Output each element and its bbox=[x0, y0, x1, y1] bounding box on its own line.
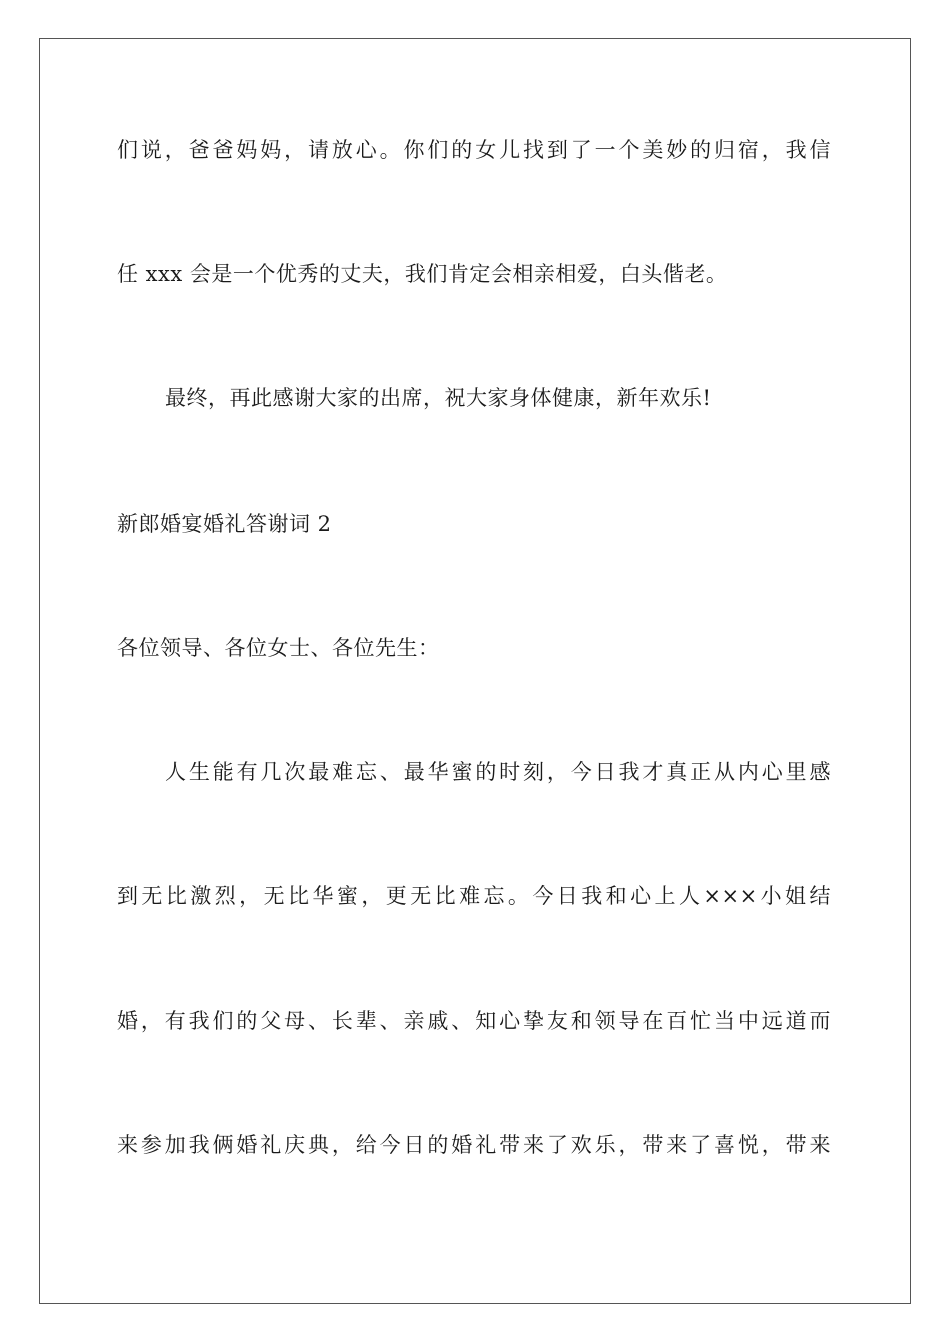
paragraph-line: 们说，爸爸妈妈，请放心。你们的女儿找到了一个美妙的归宿，我信 bbox=[117, 138, 831, 162]
salutation-line: 各位领导、各位女士、各位先生： bbox=[117, 636, 440, 660]
page-border bbox=[39, 38, 911, 1304]
paragraph-line: 人生能有几次最难忘、最华蜜的时刻，今日我才真正从内心里感 bbox=[165, 760, 831, 784]
section-heading: 新郎婚宴婚礼答谢词 2 bbox=[117, 512, 332, 536]
paragraph-line: 任 xxx 会是一个优秀的丈夫，我们肯定会相亲相爱，白头偕老。 bbox=[117, 262, 728, 286]
paragraph-line: 来参加我俩婚礼庆典，给今日的婚礼带来了欢乐，带来了喜悦，带来 bbox=[117, 1133, 831, 1157]
paragraph-line: 到无比激烈，无比华蜜，更无比难忘。今日我和心上人×××小姐结 bbox=[117, 884, 831, 908]
paragraph-line: 婚，有我们的父母、长辈、亲戚、知心挚友和领导在百忙当中远道而 bbox=[117, 1009, 831, 1033]
paragraph-line: 最终，再此感谢大家的出席，祝大家身体健康，新年欢乐! bbox=[165, 386, 712, 410]
